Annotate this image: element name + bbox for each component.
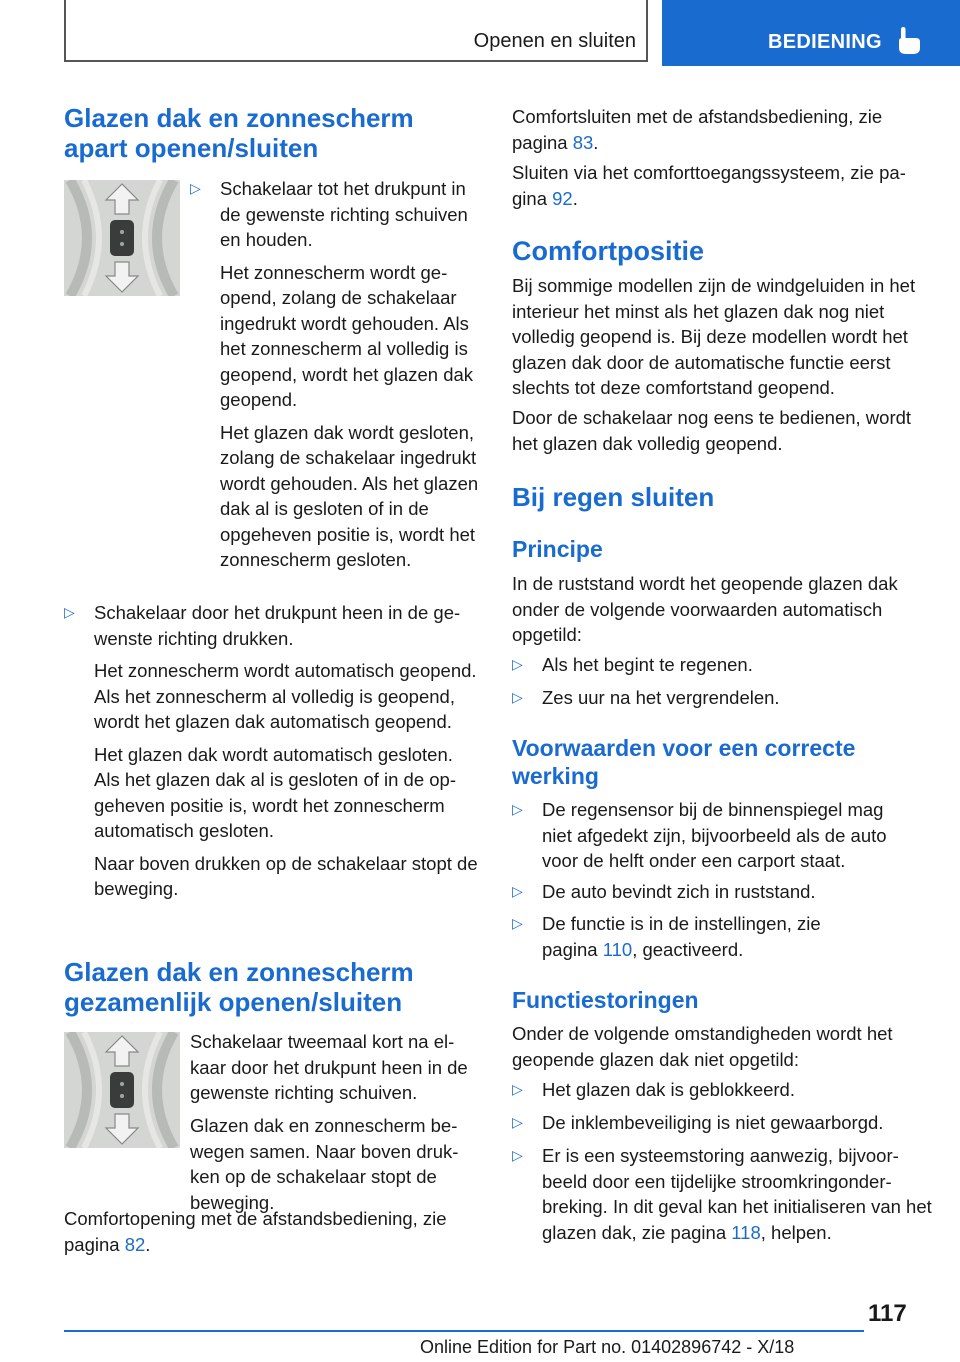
pointing-hand-icon xyxy=(896,26,922,56)
bullet-triangle-icon: ▷ xyxy=(512,656,523,672)
page-number: 117 xyxy=(868,1300,907,1327)
punctuation: . xyxy=(145,1233,151,1255)
heading-faults: Functiestoringen xyxy=(512,987,699,1013)
paragraph-text: Glazen dak en zonnescherm bewegen samen. Naar boven drukken op de schakelaar stopt de beweging. xyxy=(190,1115,459,1213)
bullet-text: De auto bevindt zich in ruststand. xyxy=(542,881,816,902)
bullet-text-part: , geactiveerd. xyxy=(632,938,744,960)
bullet-paragraph: Het glazen dak wordt automatisch gesloten. Als het glazen dak al is gesloten of in de opgeheven positie is, wordt het zonnescherm automatisch gesloten. xyxy=(94,743,457,841)
heading-separate: Glazen dak en zonnescherm apart openen/sluiten xyxy=(64,103,414,163)
bullet-text xyxy=(542,1143,932,1245)
bullet-triangle-icon: ▷ xyxy=(512,689,523,705)
list-item xyxy=(512,1077,932,1103)
paragraph xyxy=(64,1206,482,1257)
page-link[interactable]: 118 xyxy=(731,1221,761,1243)
page-link[interactable]: 110 xyxy=(602,938,633,960)
bullet-text: De regensensor bij de binnenspiegel mag niet afgedekt zijn, bijvoorbeeld als de auto voor de helft onder een carport staat. xyxy=(542,799,887,871)
bullet-triangle-icon: ▷ xyxy=(512,915,523,931)
bullet-triangle-icon: ▷ xyxy=(512,883,523,899)
bullet-text-part: Er is een systeemstoring aanwezig, bijvoorbeeld door een tijdelijke stroomkringonderbreking. In dit geval kan het initialiseren van het glazen dak, zie pagina xyxy=(542,1145,932,1243)
bullet-triangle-icon: ▷ xyxy=(512,801,523,817)
bullet-text: Zes uur na het vergrendelen. xyxy=(542,687,780,708)
paragraph xyxy=(512,160,932,211)
page-link[interactable]: 83 xyxy=(572,131,594,153)
bullet-text: Schakelaar tot het drukpunt in de gewenste richting schuiven en houden. xyxy=(220,178,468,250)
bullet-text: Als het begint te regenen. xyxy=(542,654,753,675)
paragraph: Door de schakelaar nog eens te bedienen, wordt het glazen dak volledig geopend. xyxy=(512,407,912,454)
chapter-tab[interactable] xyxy=(662,0,960,66)
list-item xyxy=(512,652,932,678)
bullet-text xyxy=(542,911,852,962)
bullet-triangle-icon: ▷ xyxy=(512,1081,523,1097)
footer-edition: Online Edition for Part no. 01402896742 - X/18 xyxy=(420,1337,795,1357)
punctuation: . xyxy=(572,187,578,209)
heading-rain: Bij regen sluiten xyxy=(512,482,715,512)
paragraph-text: Comfortsluiten met de afstandsbediening, zie pagina xyxy=(512,106,883,153)
heading-conditions: Voorwaarden voor een correcte werking xyxy=(512,735,856,789)
heading-principle: Principe xyxy=(512,536,603,562)
paragraph xyxy=(64,1113,482,1215)
list-item xyxy=(512,1143,932,1245)
paragraph xyxy=(512,104,932,155)
bullet-text: Het glazen dak is geblokkeerd. xyxy=(542,1079,795,1100)
sunroof-switch-icon xyxy=(64,180,180,296)
bullet-paragraph: Het zonnescherm wordt automatisch geopend. Als het zonnescherm al volledig is geopend, wordt het glazen dak automatisch geopend. xyxy=(94,660,477,732)
page-link[interactable]: 82 xyxy=(124,1233,146,1255)
punctuation: . xyxy=(593,131,599,153)
paragraph-text: Comfortopening met de afstandsbediening, zie pagina xyxy=(64,1208,447,1255)
bullet-paragraph: Het glazen dak wordt gesloten, zolang de schakelaar ingedrukt wordt gehouden. Als het glazen dak al is gesloten of in de opgeheven positie is, wordt het zonnescherm gesloten. xyxy=(220,421,479,570)
page-link[interactable]: 92 xyxy=(552,187,573,209)
list-item xyxy=(512,685,932,711)
bullet-paragraph: Het zonnescherm wordt geopend, zolang de schakelaar ingedrukt wordt gehouden. Als het zonnescherm al volledig is geopend, wordt het glazen dak geopend. xyxy=(220,261,474,410)
paragraph: Onder de volgende omstandigheden wordt het geopende glazen dak niet opgetild: xyxy=(512,1023,893,1070)
list-item xyxy=(512,879,912,905)
list-item xyxy=(190,176,482,573)
bullet-triangle-icon: ▷ xyxy=(190,180,201,196)
bullet-triangle-icon: ▷ xyxy=(512,1147,523,1163)
list-item xyxy=(512,911,852,962)
bullet-text-part: De functie is in de instellingen, zie pagina xyxy=(542,913,821,960)
paragraph: Bij sommige modellen zijn de windgeluiden in het interieur het minst als het glazen dak nog niet volledig geopend is. Bij deze modellen wordt het glazen dak door de automatische functie eerst slechts tot deze comfortstand geopend. xyxy=(512,275,916,398)
list-item xyxy=(512,797,912,874)
bullet-paragraph: Naar boven drukken op de schakelaar stopt de beweging. xyxy=(94,852,478,899)
bullet-text: De inklembeveiliging is niet gewaarborgd. xyxy=(542,1112,884,1133)
footer-divider xyxy=(64,1330,864,1332)
list-item xyxy=(512,1110,932,1136)
bullet-triangle-icon: ▷ xyxy=(512,1114,523,1130)
section-title: Openen en sluiten xyxy=(473,30,636,52)
chapter-label: BEDIENING xyxy=(768,31,882,53)
bullet-text-part: , helpen. xyxy=(760,1221,832,1243)
bullet-text: Schakelaar door het drukpunt heen in de gewenste richting drukken. xyxy=(94,602,461,649)
paragraph-text: Sluiten via het comforttoegangssysteem, zie pagina xyxy=(512,162,906,209)
paragraph: Schakelaar tweemaal kort na elkaar door het drukpunt heen in de gewenste richting schuiven. xyxy=(190,1031,468,1103)
bullet-triangle-icon: ▷ xyxy=(64,604,75,620)
paragraph: In de ruststand wordt het geopende glazen dak onder de volgende voorwaarden automatisch opgetild: xyxy=(512,573,898,645)
heading-comfort: Comfortpositie xyxy=(512,236,704,266)
heading-joint: Glazen dak en zonnescherm gezamenlijk openen/sluiten xyxy=(64,957,414,1017)
list-item xyxy=(64,600,482,902)
